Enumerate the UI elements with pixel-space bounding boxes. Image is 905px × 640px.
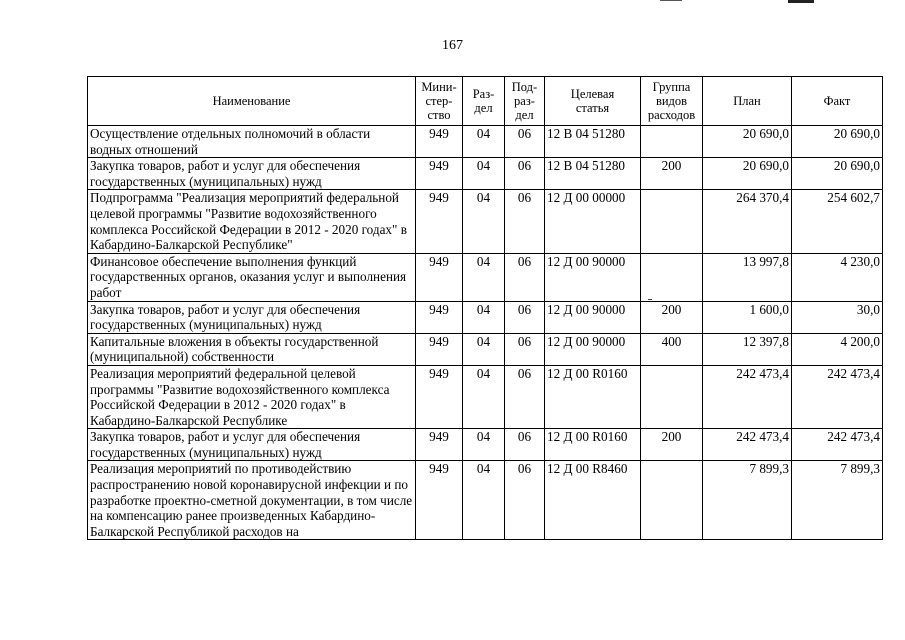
- row-ministry: 949: [416, 158, 463, 190]
- row-target: 12 В 04 51280: [545, 158, 641, 190]
- row-group: [641, 461, 703, 540]
- row-plan: 242 473,4: [703, 365, 792, 428]
- row-section: 04: [463, 126, 505, 158]
- row-plan: 7 899,3: [703, 461, 792, 540]
- row-plan: 13 997,8: [703, 253, 792, 301]
- row-group: [641, 365, 703, 428]
- row-name: Финансовое обеспечение выполнения функций государственных органов, оказания услуг и выполнения работ: [88, 253, 416, 301]
- row-group: 200: [641, 301, 703, 333]
- table-row: [88, 461, 883, 540]
- scan-mark: [660, 0, 682, 1]
- row-plan: 242 473,4: [703, 429, 792, 461]
- row-group: [641, 253, 703, 301]
- row-ministry: 949: [416, 429, 463, 461]
- row-section: 04: [463, 429, 505, 461]
- row-subsection: 06: [505, 158, 545, 190]
- row-group: [641, 126, 703, 158]
- row-ministry: 949: [416, 253, 463, 301]
- row-subsection: 06: [505, 253, 545, 301]
- row-ministry: 949: [416, 365, 463, 428]
- row-fact: 4 200,0: [792, 333, 883, 365]
- row-ministry: 949: [416, 190, 463, 253]
- header-group: Группа видов расходов: [641, 77, 703, 126]
- row-subsection: 06: [505, 190, 545, 253]
- header-target: Целевая статья: [545, 77, 641, 126]
- row-plan: 12 397,8: [703, 333, 792, 365]
- row-name: Закупка товаров, работ и услуг для обеспечения государственных (муниципальных) нужд: [88, 429, 416, 461]
- table-row: [88, 333, 883, 365]
- row-fact: 4 230,0: [792, 253, 883, 301]
- table-row: [88, 253, 883, 301]
- row-group: 400: [641, 333, 703, 365]
- page-number: 167: [442, 38, 463, 53]
- header-section: Раз- дел: [463, 77, 505, 126]
- row-name: Реализация мероприятий по противодействию распространению новой коронавирусной инфекции и по разработке проектно-сметной документации, в том числе на компенсацию ранее произведенных Кабардино-Балкарской Республикой расходов на: [88, 461, 416, 540]
- row-fact: 7 899,3: [792, 461, 883, 540]
- row-name: Осуществление отдельных полномочий в области водных отношений: [88, 126, 416, 158]
- header-fact: Факт: [792, 77, 883, 126]
- header-subsection: Под- раз- дел: [505, 77, 545, 126]
- table-row: [88, 365, 883, 428]
- row-subsection: 06: [505, 301, 545, 333]
- row-subsection: 06: [505, 429, 545, 461]
- row-target: 12 Д 00 00000: [545, 190, 641, 253]
- row-subsection: 06: [505, 333, 545, 365]
- row-fact: 20 690,0: [792, 126, 883, 158]
- header-name: Наименование: [88, 77, 416, 126]
- table-row: [88, 301, 883, 333]
- row-target: 12 Д 00 R0160: [545, 365, 641, 428]
- row-plan: 1 600,0: [703, 301, 792, 333]
- row-name: Подпрограмма "Реализация мероприятий федеральной целевой программы "Развитие водохозяйственного комплекса Российской Федерации в 2012 - 2020 годах" в Кабардино-Балкарской Республике": [88, 190, 416, 253]
- row-section: 04: [463, 190, 505, 253]
- row-target: 12 Д 00 90000: [545, 333, 641, 365]
- row-fact: 20 690,0: [792, 158, 883, 190]
- row-name: Реализация мероприятий федеральной целевой программы "Развитие водохозяйственного комплекса Российской Федерации в 2012 - 2020 годах" в Кабардино-Балкарской Республике: [88, 365, 416, 428]
- row-section: 04: [463, 158, 505, 190]
- table-row: [88, 190, 883, 253]
- row-section: 04: [463, 333, 505, 365]
- row-plan: 20 690,0: [703, 158, 792, 190]
- row-ministry: 949: [416, 301, 463, 333]
- row-group: [641, 190, 703, 253]
- row-fact: 242 473,4: [792, 429, 883, 461]
- row-target: 12 Д 00 90000: [545, 301, 641, 333]
- row-ministry: 949: [416, 126, 463, 158]
- scan-mark: [788, 0, 814, 3]
- table-header-row: [88, 77, 883, 126]
- row-target: 12 Д 00 R8460: [545, 461, 641, 540]
- row-section: 04: [463, 461, 505, 540]
- row-subsection: 06: [505, 126, 545, 158]
- header-ministry: Мини- стер- ство: [416, 77, 463, 126]
- row-name: Капитальные вложения в объекты государственной (муниципальной) собственности: [88, 333, 416, 365]
- row-section: 04: [463, 301, 505, 333]
- budget-table: [87, 76, 883, 540]
- row-section: 04: [463, 365, 505, 428]
- row-name: Закупка товаров, работ и услуг для обеспечения государственных (муниципальных) нужд: [88, 301, 416, 333]
- scan-speck: [648, 299, 652, 300]
- row-target: 12 Д 00 R0160: [545, 429, 641, 461]
- row-name: Закупка товаров, работ и услуг для обеспечения государственных (муниципальных) нужд: [88, 158, 416, 190]
- row-section: 04: [463, 253, 505, 301]
- row-ministry: 949: [416, 333, 463, 365]
- row-group: 200: [641, 158, 703, 190]
- row-subsection: 06: [505, 365, 545, 428]
- table-row: [88, 126, 883, 158]
- row-subsection: 06: [505, 461, 545, 540]
- table-row: [88, 429, 883, 461]
- row-fact: 30,0: [792, 301, 883, 333]
- row-fact: 242 473,4: [792, 365, 883, 428]
- row-plan: 20 690,0: [703, 126, 792, 158]
- table-row: [88, 158, 883, 190]
- row-target: 12 В 04 51280: [545, 126, 641, 158]
- row-plan: 264 370,4: [703, 190, 792, 253]
- row-group: 200: [641, 429, 703, 461]
- row-target: 12 Д 00 90000: [545, 253, 641, 301]
- row-fact: 254 602,7: [792, 190, 883, 253]
- row-ministry: 949: [416, 461, 463, 540]
- header-plan: План: [703, 77, 792, 126]
